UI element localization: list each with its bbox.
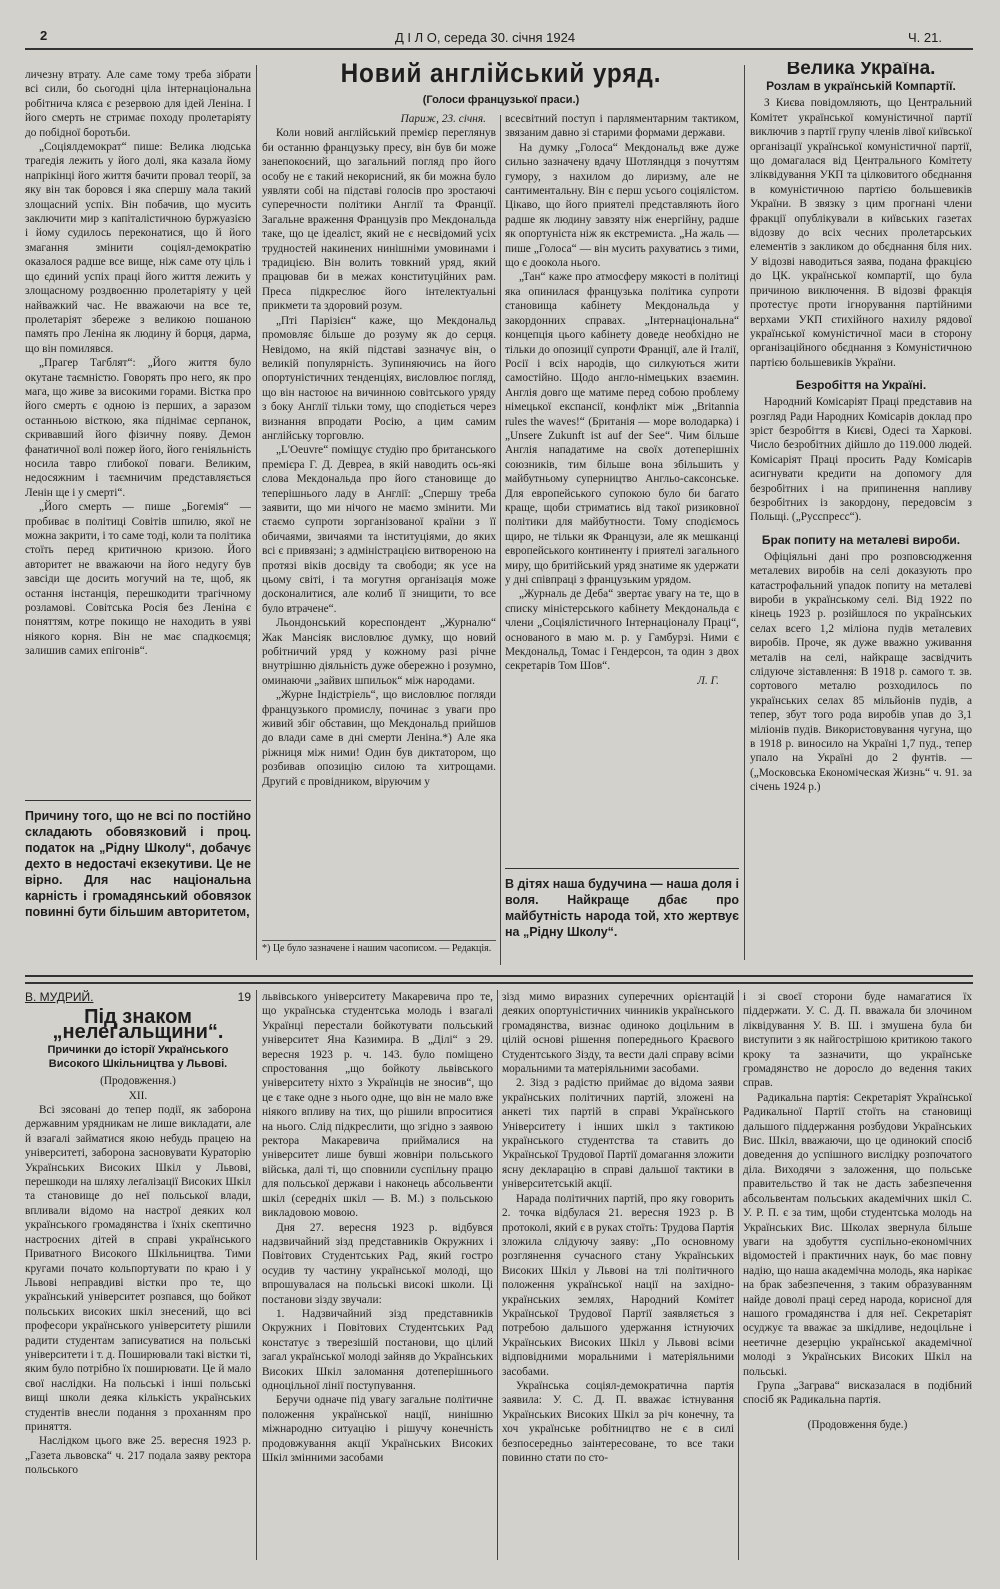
headline-subtitle: (Голоси французької праси.) (422, 94, 580, 106)
issue-number: Ч. 21. (908, 30, 942, 45)
paragraph: З Києва повідомляють, що Центральний Комітет української комуністичної партії виключив з партії групу членів лівої київської організації української комуністичної партії, що домагалася від Центрального Комітету зліквідування УКП та цілковитого обєднання в комуністичною партією большевиків України. В звязку з цим прогнані члени фракції опублікували в київських газетах відозву до всіх чесних пролетарських елементів з закликом до обєднання біля них. У відозві наводиться заява, подана фракцією до ЦК. української компартії, що була причиною виключення. В відозві фракція протестує проти ігнорування партійними верхами УКП стихійного нахилу рядової української комуністичної маси в сторону організаційного обєднання з Комуністичною партією большевиків України. (750, 97, 972, 369)
paragraph: Офіціяльні дані про розповсюдження металевих виробів на селі доказують про катастрофальний упадок попиту на металеві вироби в українському селі. Від 1922 по кінець 1923 р. розійшлося по українських селах всего 1,2 міліона пудів металевих виробів. Проче, як дуже вважно уживання металів на селі, найкраще засвідчить слідуюче зіставлення: В 1918 р. самого т. зв. сортового металю розходилось по українських селах 85 мільйонів пудів, а тепер, збут того рода виробів упав до 3,1 міліонів пудів. Використовування чугуна, що в 1918 р. виносило на Україні 1,7 пуд., тепер упало на Україні до 2 фунтів. — („Московська Економіческая Жизнь“ ч. 91. за січень 1924 р.) (750, 550, 972, 794)
section-rule (25, 982, 973, 984)
paragraph: „Соціялдемократ“ пише: Велика людська трагедія лежить у його долі, яка казала йому напрікінці його життя бачити провал теорії, за яку він так боровся і яка спершу мала такий злощасний успіх. Він побачив, що мусить заключити мир з капіталістичною буржуазією і йому судилось переконатися, що й його змагання змінити соціял-демократію оказалося радше все вище, ніж саме оту ціль і що єдиний успіх праці його життя лежить у злощасному роздвоєнню пролетаріяту у цей найважкий час. Не вважаючи на все те, пролетаріят збереже з великою пошаною память про Леніна як людину й борця, дарма, що він помилявся. (25, 141, 251, 355)
paragraph: 2. Зізд з радістю приймає до відома заяви українських політичних партій, зложені на анкеті тих партій в справі Українського Університету і інших шкіл з тактикою українського студентства та ставить до Української Трудової Партії домагання зложити ясну декларацію в справі дальшої тактики в університетській акції. (502, 1077, 734, 1191)
masthead (395, 30, 575, 45)
paragraph: Дня 27. вересня 1923 р. відбувся надзвичайний зізд представників Окружних і Повітових Студентських Рад, який гостро осудив ту частину української молоді, що впрошувалася на польські високі школи. Ці постанови зізду звучали: (262, 1221, 493, 1306)
chapter-number: XII. (128, 1089, 148, 1102)
paragraph: „Журналь де Деба“ звертає увагу на те, що в списку міністерського кабінету Мекдональда є члени „Соціялістичного Інтернаціоналу Праці“, основаного в маю м. р. у Гамбурзі. Ними є Мекдональд, Томас і Гендерсон, та один з двох секретарів Том Шов“. (505, 588, 739, 673)
paragraph: Нарада політичних партій, про яку говорить 2. точка відбулася 21. вересня 1923 р. В протоколі, який є в руках стоїть: Трудова Партія зложила слідуючу заяву: „По основному розглянення сучасного стану Українських Високих Шкіл у Львові на тлі політичного положення української нації на західно-українських землях, Народний Комітет Української Трудової Партії заявляється з потребою дальшого удержання істнуючих Українських Високих Шкіл у Львові всіми відповідними моральними і матеріяльними засобами. (502, 1192, 734, 1378)
paragraph: Льондонський кореспондент „Журналю“ Жак Мансіяк висловлює думку, що новий робітничий уряд у кожному разі річне внутрішню діяльність дуже обережно і розумно, оминаючи „зайвих шпильок“ між народами. (262, 617, 496, 687)
headline: Новий англійський уряд. (340, 58, 662, 88)
paragraph: Радикальна партія: Секретаріят Української Радикальної Партії стоїть на становищі дальшого піддержання розбудови Українських Вис. Шкіл, вважаючи, що це одинокий спосіб доведення до успішного вислідку розпочатого діла. Виходячи з заложення, що польське правительство й так не дасть забезпечення абсольвентам польських академічних шкіл С. У. Р. П. є за тим, щоби студентська молодь на Українських Вис. Школах звернула більше уваги на здобуття суспільно-економічних відомостей і практичних наук, бо має повну надію, що наша академічна молодь, яка нарікає на брак забезпечення, з таким образуванням найде доволі праці серед народа, корисної для нашого громадянства і для неї. Секретаріят осуджує та вважає за шкідливе, недоцільне і неетичне дезерцію української академічної молоді з Українських Високих Шкіл на польські. (743, 1091, 972, 1378)
rodna-shkola-appeal: Причину того, що не всі по постійно складають обовязковий і проц. податок на „Рідну Школу“, добачує дехто в недостачі екзекутиви. Це не вірно. Для нас національна карність і громадянський обовязок повинні бути більшим авторитетом, (25, 809, 251, 919)
paragraph: всесвітний поступ і парляментарним тактиком, звязаним давно зі старими формами держави. (505, 113, 739, 140)
article-title: Брак попиту на металеві вироби. (761, 532, 961, 547)
paragraph: Українська соціял-демократична партія заявила: У. С. Д. П. вважає істнування Українських Високих Шкіл за річ конечну, та хоч українське робітництво не є в силі безпосередньо заінтересоване, то все таки повинно стати по сто- (502, 1379, 734, 1464)
paragraph: Народний Комісаріят Праці представив на розгляд Ради Народних Комісарів доклад про зріст безробіття в Києві, Одесі та Харкові. Число безробітних дійшло до 119.000 людей. Комісаріят Праці просить Раду Комісарів асигнувати кредити на допомогу для безробітних і на припинення напливу безробітних із закордону, передовсім з Польщі. („Русспресс“). (750, 396, 972, 524)
column-divider (256, 990, 257, 1560)
paragraph: „Пті Парізієн“ каже, що Мекдональд промовляє більше до розуму як до серця. Невідомо, на якій підставі зазначує він, о великій популярність. Зупиняючись на його опортуністичних тенденціях, висловлює погляд, що він настоює на вичинною совітського уряду з боку Англії тільки тому, що сподіється через визнання впродати Росію, а цим самим англійську торговлю. (262, 314, 496, 442)
section-title: Велика Україна. (786, 62, 936, 79)
to-be-continued: (Продовження буде.) (807, 1418, 908, 1431)
paragraph: зізд мимо виразних суперечних орієнтацій деяких опортуністичних чинників українського громадянства, визнає одиноко доцільним в цілій основі рішення попереднього Краєвого Студентського Зізду, та вести далі справу всіми моральними та матеріяльними засобами. (502, 991, 734, 1076)
paragraph: На думку „Голоса“ Мекдональд вже дуже сильно зазначену вдачу Шотляндця з почуттям гумору, з нахилом до лиризму, але не сантиментальну. Він є перш усього соціялістом. Цікаво, що його приятелі представляють його радше як людину завзяту ніж енергійну, радше як опортуніста ніж як екстремиста. „На жаль — пише „Голоса“ — він мусить рахуватись з тими, що є доокола нього. (505, 141, 739, 270)
column-divider (497, 990, 498, 1560)
divider (505, 868, 739, 869)
article-title: Розлам в українській Компартії. (766, 79, 956, 94)
masthead-rule (25, 48, 973, 50)
byline (25, 990, 251, 1004)
continued-label: (Продовження.) (100, 1075, 176, 1088)
column-divider (738, 990, 739, 1560)
paragraph: і зі своєї сторони буде намагатися їх піддержати. У. С. Д. П. вважала би злочином ліквідування У. В. Ш. і змушена була би виступити з як найгострішою критикою такого кроку та зазначити, що українське громадянство не доросло до ведення таких справ. (743, 991, 972, 1090)
article-column (262, 112, 496, 937)
article-column (505, 112, 739, 847)
paragraph: „Його смерть — пише „Богемія“ — пробиває в політиці Совітів шпилю, якої не можна закрити, і то саме тоді, коли та політика стоїть перед критичною кризою. Його авторитет не вважаючи на його недугу був завсіди ще досить могучий на те, щоб, як остання інстанція, перешкодити трагічному розламові. Совітська Росія без Леніна є поняттям, котре покищо не находить в уяві ніякого корня. Він не має спадкоємця; залишив самих епігонів“. (25, 501, 251, 658)
signature: Л. Г. (697, 674, 719, 687)
dateline: Париж, 23. січня. (400, 113, 486, 125)
column-divider (500, 115, 501, 965)
paragraph: Група „Заграва“ висказалася в подібний спосіб як Радикальна партія. (743, 1379, 972, 1407)
paragraph: „L'Oeuvre“ поміщує студію про британського премієра Г. Д. Девреа, в якій наводить ось-які слова Мекдональда про його становище до теперішнього ладу в Англії: „Спершу треба заявити, що ми нічого не маємо змінити. Ми стаємо супроти зорганізованої країни з її обичаями, звичаями та інституціями, до яких всі є привязані; з адміністрацією витвореною на протязі віків досвіду та свободи; як усе на цьому світі, і та могутня організація може досконалитися, але колиб її знищити, то все було втрачене“. (262, 444, 496, 615)
feuilleton-subtitle: Причинки до історії Українського Високого Шкільництва у Львові. (47, 1044, 229, 1071)
author: В. МУДРИЙ. (25, 990, 94, 1004)
installment-number: 19 (237, 990, 251, 1004)
paragraph: 1. Надзвичайний зізд представників Окружних і Повітових Студентських Рад констатує з тверезішій постанови, що цілий загал української молоді зайняв до Українських Високих Шкіл заломання дотеперішнього одноцільної лінії поступування. (262, 1307, 493, 1392)
divider (25, 800, 251, 801)
paragraph: Беручи одначе під увагу загальне політичне положення української нації, нинішню міжнародню ситуацію і рішучу конечність продовжування акції Українських Високих Шкіл змінними засобами (262, 1394, 493, 1464)
great-ukraine-column (750, 62, 972, 962)
feuilleton-column (262, 990, 493, 1560)
future-appeal: В дітях наша будучина — наша доля і воля. Найкраще дбає про майбутність народа той, хто жертвує на „Рідну Школу“. (505, 877, 739, 939)
page-number: 2 (40, 28, 48, 43)
feuilleton-column (25, 990, 251, 1560)
paragraph: „Журне Індістріель“, що висловлює погляди французького промислу, починає з уваги про живий збіг обставин, що Мекдональд прийшов до влади саме в дні смерти Леніна.*) Але яка ріжниця між ними! Один був диктатором, що розбивав опозицію силою та хитрощами. Другий є провідником, віруючим у (262, 689, 496, 788)
paragraph: львівського університету Макаревича про те, що українська студентська молодь і взагалі Українці перестали бойкотувати польський університет Яна Казимира. В „Ділі“ з 29. вересня 1923 р. ч. 143. було поміщено спростовання „що бойкоту львівського університету ніхто з Українців не зносив“, що це є таке одне з нього одне, що він не мало вже ніякого впливу на тих, що рішили впроситися на нього. Слід підкреслити, що згідно з заявою ректора Макаревича приймалися на університет лише бувші жовніри польського війська, далі ті, що сповнили суспільну працю для польської держави і наконець абсольвенти шкіл (середніх шкіл — В. М.) з польською викладовою мовою. (262, 991, 493, 1220)
issue-date: середа 30. січня 1924 (444, 30, 576, 45)
article-title: Безробіття на Україні. (795, 378, 927, 393)
paragraph: личезну втрату. Але саме тому треба зібрати всі сили, бо сьогодні ціла інтернаціональна робітнича кляса є резервою для ідей Леніна. І його смерть не стримає походу пролетаріяту до побідної боротьби. (25, 69, 251, 139)
section-rule (25, 975, 973, 977)
feuilleton-column (743, 990, 972, 1560)
article-column (25, 68, 251, 793)
feuilleton-title: Під знаком „нелеґальщини“. (52, 1006, 224, 1043)
paragraph: Всі зясовані до тепер події, як заборона державним урядникам не лише викладати, але й взагалі займатися якою небудь працею на університеті, заборона засновувати Кураторію Українських Високих Шкіл у Львові, перешкоди на шляху леґалізації Високих Шкіл та становище до неї польської влади, впливали відомо на настрої деяких кол українського громадянства і їхніх скептично настроєних дітей в справі українського Приватного Високого Шкільництва. Тими кругами почато кольпортувати по краю і у Львові неправдиві вістки про те, що український університет розпався, що бойкот польських високих шкіл знесений, що всі професори українського університету рішили радити студентам записуватися на польські університети і т. д. Поширювали такі вістки ті, яким було потрібно їх поширювати. Це й мало свої наслідки. На польські і інші польські вищі школи деяка кількість українських студентів внесли подання з проханням про приняття. (25, 1104, 251, 1433)
column-divider (256, 65, 257, 960)
paragraph: Наслідком цього вже 25. вересня 1923 р. „Газета львовска“ ч. 217 подала заяву ректора польського (25, 1435, 251, 1477)
footnote: *) Це було зазначене і нашим часописом. — Редакція. (262, 940, 496, 955)
paragraph: „Тан“ каже про атмосферу мякості в політиці яка опинилася французька політика супроти становища кабінету Мекдональда у закордонних справах. „Інтернаціональна“ концепція цього кабінету доведе необхідно не тільки до опозиції супроти Франції, але й Італії, Росії і всіх народів, що силкуються жити самостійно. Щодо англо-німецьких взаємин. Англія довго ще матиме перед собою проблему німецької експансії, конфлікт між „Britannia rules the waves!“ (Британія — море володарка) і „Unsere Zukunft ist auf der See“. Чим більше Англія нападатиме на своїх дотеперішніх союзників, тим більше вона збільшить у майбутньому суперництво Англьо-саксонське. Для европейського супокою було би багато краще, щоби стриматись від такої ризиковної політики для майбутности. Тому сподіємось щиро, не тільки як Французи, але як мешканці европейського континенту і приятелі загального миру, що бритійський уряд знатиме як удержати у дні співпраці з французьким урядом. (505, 271, 739, 586)
newspaper-title: Д І Л О, (395, 30, 441, 45)
paragraph: Коли новий англійський премієр переглянув би останню французьку пресу, він був би може занепокоєний, що загальний погляд про його особу не є такий некорисний, як би можна було уявляти собі на підставі голосів про зростаючі суперечности політики Англії та Франції. Загальне враження Французів про Мекдональда таке, що це ідеаліст, який не є несвідомий усіх трудностей накинених нинішніми умовинами і традицією. Він волить товкний уряд, який працював би в межах конституційних рам. Преса підкреслює його інтелектуальні прикмети та здоровий розум. (262, 127, 496, 313)
paragraph: „Прагер Тагблят“: „Його життя було окутане таємністю. Говорять про него, як про мага, що живе за високими горами. Вістка про його смерть є одною із перших, а заразом останньою вісткою, яка піднімає серпанок, скривавший його фізичну появу. Демон фанатичної волі пожер його, його геніяльність носила тавро глибокої поваги. Великим, недосяжним і таємничим представляється Ленін ще і у смерті“. (25, 357, 251, 499)
feuilleton-column (502, 990, 734, 1560)
column-divider (744, 65, 745, 960)
